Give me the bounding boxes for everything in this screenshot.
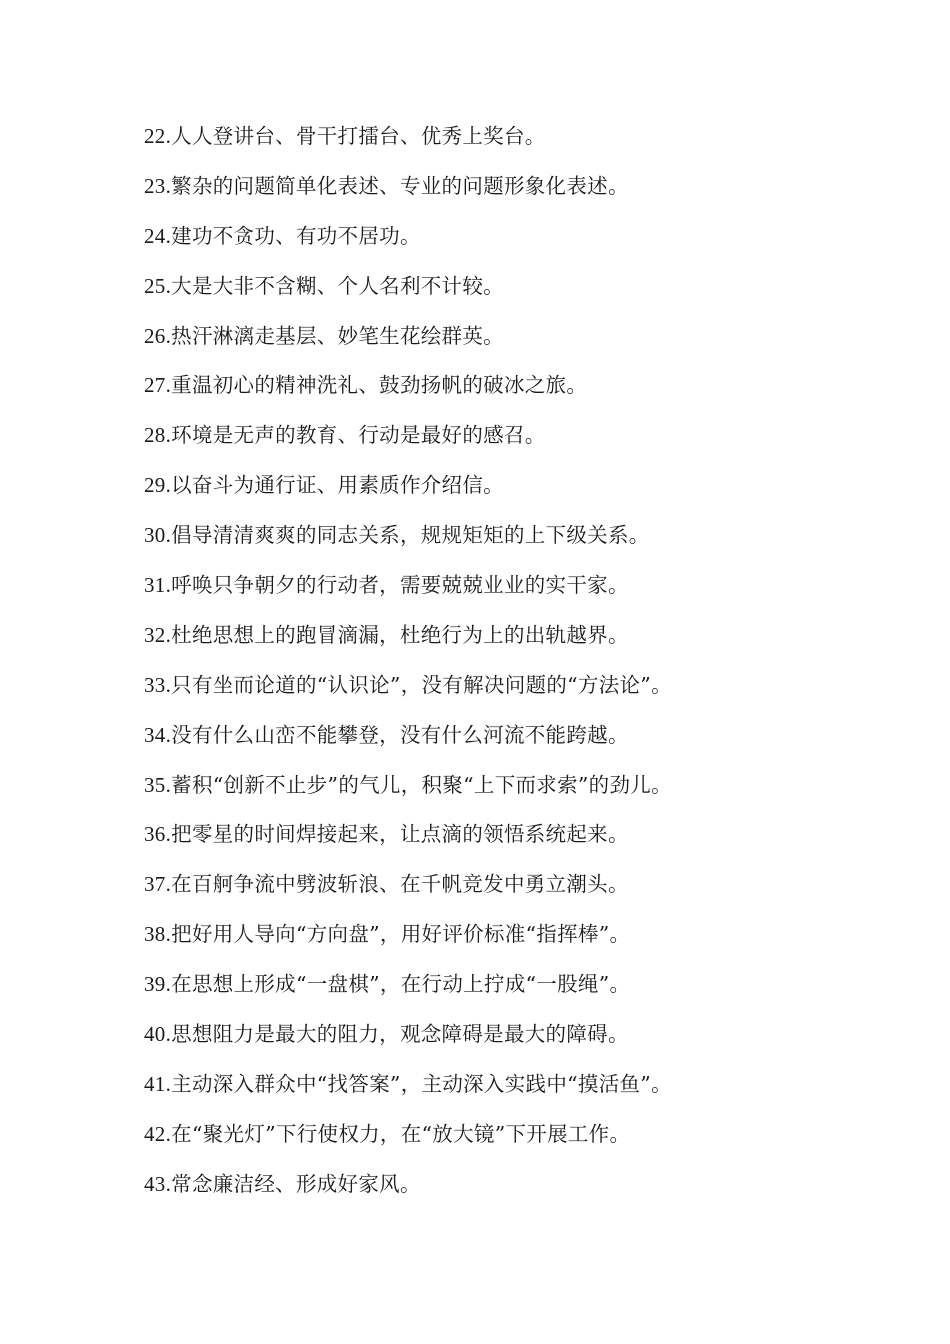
list-item (144, 116, 924, 166)
item-number: 36. (144, 822, 172, 847)
item-text: 在百舸争流中劈波斩浪、在千帆竞发中勇立潮头。 (171, 872, 629, 897)
item-text: 倡导清清爽爽的同志关系，规规矩矩的上下级关系。 (171, 523, 650, 548)
item-number: 29. (144, 473, 172, 498)
item-text: 以奋斗为通行证、用素质作介绍信。 (171, 473, 504, 498)
list-item (144, 914, 924, 964)
item-number: 28. (144, 423, 172, 448)
item-text: 把好用人导向“方向盘”，用好评价标准“指挥棒”。 (171, 922, 631, 947)
item-text: 环境是无声的教育、行动是最好的感召。 (171, 423, 546, 448)
list-item (144, 715, 924, 765)
item-number: 42. (144, 1121, 172, 1146)
item-text: 思想阻力是最大的阻力，观念障碍是最大的障碍。 (171, 1022, 629, 1047)
item-number: 35. (144, 772, 172, 797)
item-text: 在思想上形成“一盘棋”，在行动上拧成“一股绳”。 (171, 972, 631, 997)
item-number: 38. (144, 922, 172, 947)
list-item (144, 216, 924, 266)
list-item (144, 1114, 924, 1164)
list-item (144, 166, 924, 216)
item-text: 热汗淋漓走基层、妙笔生花绘群英。 (171, 323, 504, 348)
item-text: 人人登讲台、骨干打擂台、优秀上奖台。 (171, 124, 546, 148)
list-item (144, 1164, 924, 1214)
item-number: 30. (144, 523, 172, 548)
item-number: 26. (144, 323, 172, 348)
item-number: 23. (144, 173, 172, 198)
item-text: 没有什么山峦不能攀登，没有什么河流不能跨越。 (171, 722, 629, 747)
item-text: 大是大非不含糊、个人名利不计较。 (171, 273, 504, 298)
list-item (144, 465, 924, 515)
list-item (144, 814, 924, 864)
item-text: 杜绝思想上的跑冒滴漏，杜绝行为上的出轨越界。 (171, 622, 629, 647)
item-number: 31. (144, 573, 172, 598)
item-number: 34. (144, 722, 172, 747)
item-number: 32. (144, 622, 172, 647)
list-item (144, 964, 924, 1014)
item-number: 37. (144, 872, 172, 897)
item-number: 33. (144, 672, 172, 697)
slogan-list (144, 116, 924, 1214)
list-item (144, 1014, 924, 1064)
item-number: 22. (144, 124, 172, 148)
list-item (144, 665, 924, 715)
item-text: 重温初心的精神洗礼、鼓劲扬帆的破冰之旅。 (171, 373, 588, 398)
item-number: 25. (144, 273, 172, 298)
item-text: 蓄积“创新不止步”的气儿，积聚“上下而求索”的劲儿。 (171, 772, 672, 797)
item-text: 把零星的时间焊接起来，让点滴的领悟系统起来。 (171, 822, 629, 847)
item-text: 主动深入群众中“找答案”，主动深入实践中“摸活鱼”。 (171, 1071, 672, 1096)
item-text: 常念廉洁经、形成好家风。 (171, 1171, 421, 1196)
list-item (144, 415, 924, 465)
list-item (144, 316, 924, 366)
item-text: 建功不贪功、有功不居功。 (171, 223, 421, 248)
list-item (144, 615, 924, 665)
item-number: 27. (144, 373, 172, 398)
item-number: 39. (144, 972, 172, 997)
item-text: 只有坐而论道的“认识论”，没有解决问题的“方法论”。 (171, 672, 672, 697)
list-item (144, 266, 924, 316)
item-number: 40. (144, 1022, 172, 1047)
list-item (144, 565, 924, 615)
item-text: 在“聚光灯”下行使权力，在“放大镜”下开展工作。 (171, 1121, 631, 1146)
list-item (144, 864, 924, 914)
item-number: 43. (144, 1171, 172, 1196)
list-item (144, 1064, 924, 1114)
item-text: 呼唤只争朝夕的行动者，需要兢兢业业的实干家。 (171, 573, 629, 598)
list-item (144, 365, 924, 415)
item-number: 41. (144, 1071, 172, 1096)
item-text: 繁杂的问题简单化表述、专业的问题形象化表述。 (171, 173, 629, 198)
item-number: 24. (144, 223, 172, 248)
list-item (144, 515, 924, 565)
list-item (144, 765, 924, 815)
